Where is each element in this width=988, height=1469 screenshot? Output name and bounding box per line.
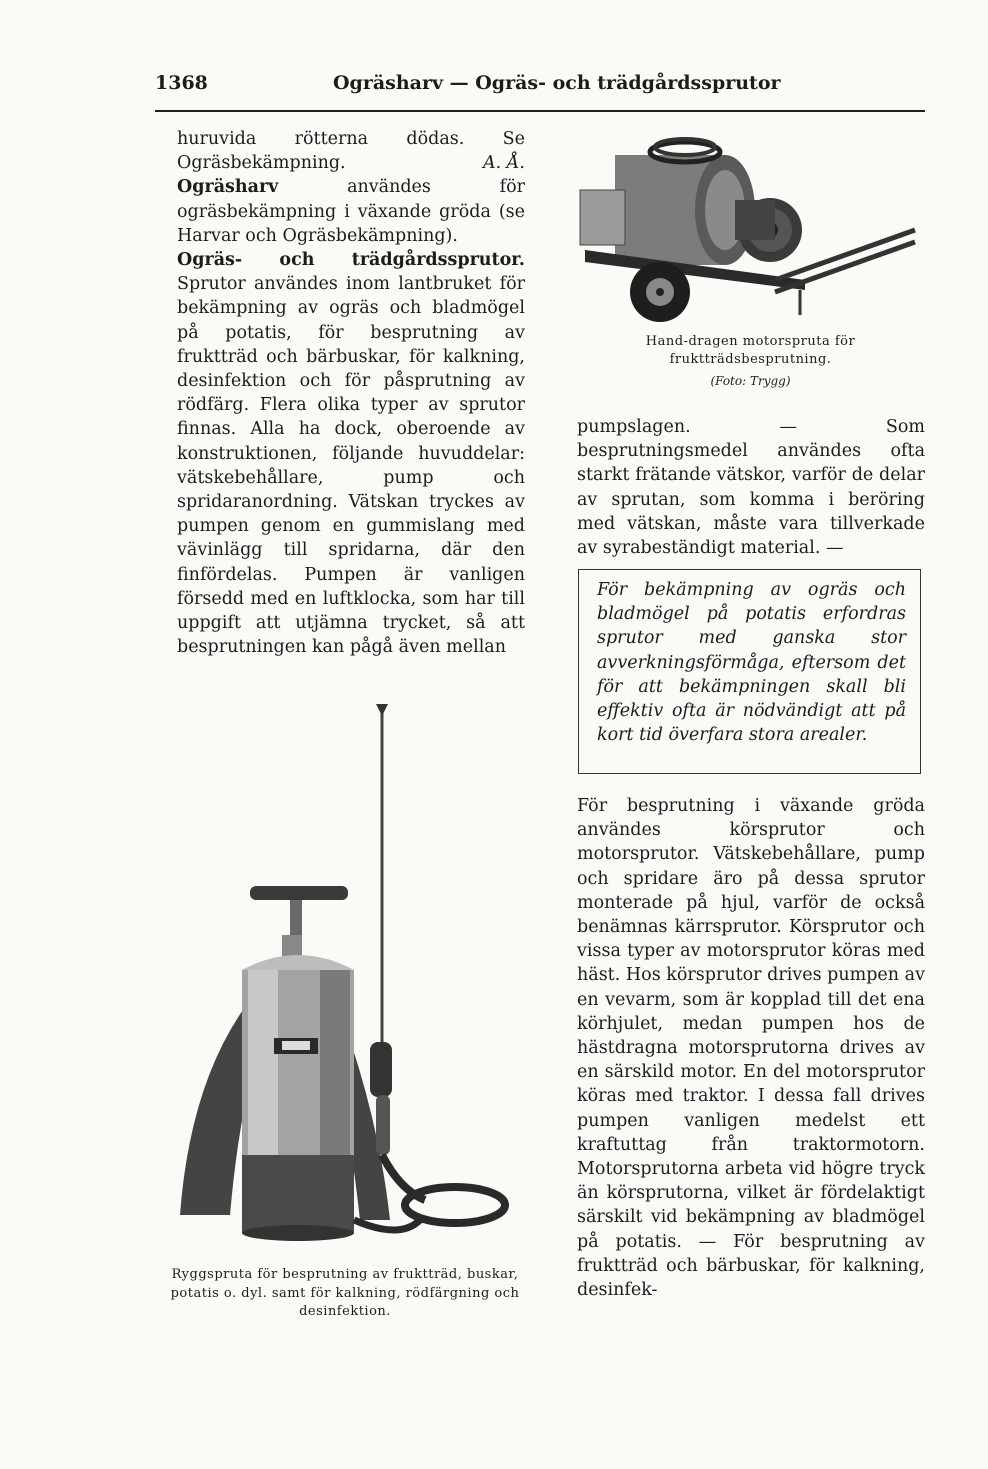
paragraph bbox=[177, 248, 525, 659]
paragraph-text: användes för ogräsbekämpning i växande gröda (se Harvar och Ogräsbekämpning). bbox=[177, 177, 525, 246]
motor-sprayer-photo bbox=[575, 130, 925, 330]
figure-caption: Ryggspruta för besprutning av fruktträd, buskar, potatis o. dyl. samt för kalkning, rödfärgning och desinfektion. bbox=[170, 1267, 520, 1319]
paragraph: pumpslagen. — Som besprutningsmedel användes ofta starkt frätande vätskor, varför de delar av sprutan, som komma i beröring med vätskan, måste vara tillverkade av syrabeständigt material. — bbox=[577, 417, 925, 559]
paragraph bbox=[177, 175, 525, 248]
right-column-bottom bbox=[577, 794, 925, 1302]
figure-caption: Hand-dragen motorspruta för fruktträdsbesprutning. bbox=[645, 334, 856, 367]
left-column bbox=[177, 127, 525, 659]
photo-credit: (Foto: Trygg) bbox=[710, 374, 791, 388]
paragraph bbox=[177, 127, 525, 175]
paragraph: För besprutning i växande gröda användes körsprutor och motorsprutor. Vätskebehållare, pump och spridare äro på dessa sprutor monterade på hjul, varför de också benämnas kärrsprutor. Körsprutor och vissa typer av motorsprutor köras med häst. Hos körsprutor drives pumpen av en vevarm, som är kopplad till det ena körhjulet, medan pumpen hos de hästdragna motorsprutorna drives av en särskild motor. En del motorsprutor köras med traktor. I dessa fall drives pumpen vanligen medelst ett kraftuttag från traktormotorn. Motorsprutorna arbeta vid högre tryck än körsprutorna, vilket är fördelaktigt särskilt vid bekämpning av bladmögel på potatis. — För besprutning av fruktträd och bärbuskar, för kalkning, desinfek- bbox=[577, 796, 925, 1301]
paragraph-text: huruvida rötterna dödas. Se Ogräsbekämpning. bbox=[177, 129, 525, 174]
right-column-top bbox=[577, 415, 925, 560]
note-box bbox=[578, 569, 921, 774]
note-text: För bekämpning av ogräs och bladmögel på potatis erfordras sprutor med ganska stor avverkningsförmåga, eftersom det för att bekämpningen skall bli effektiv ofta är nödvändigt att på kort tid överfara stora arealer. bbox=[597, 580, 906, 746]
backpack-sprayer-photo bbox=[170, 700, 520, 1260]
entry-term: Ogräs- och trädgårdssprutor. bbox=[177, 250, 525, 271]
header-rule bbox=[155, 110, 925, 112]
author-signature: A. Å. bbox=[483, 153, 525, 174]
page-header bbox=[155, 72, 925, 102]
page-number: 1368 bbox=[155, 72, 208, 94]
entry-term: Ogräsharv bbox=[177, 177, 279, 198]
running-head: Ogräsharv — Ogräs- och trädgårdssprutor bbox=[333, 72, 781, 94]
paragraph-text: Sprutor användes inom lantbruket för bekämpning av ogräs och bladmögel på potatis, för besprutning av fruktträd och bärbuskar, för kalkning, desinfektion och för påsprutning av rödfärg. Flera olika typer av sprutor finnas. Alla ha dock, oberoende av konstruktionen, följande huvuddelar: vätskebehållare, pump och spridaranordning. Vätskan tryckes av pumpen genom en gummislang med vävinlägg till spridarna, där den finfördelas. Pumpen är vanligen försedd med en luftklocka, som har till uppgift att utjämna trycket, så att besprutningen kan pågå även mellan bbox=[177, 274, 525, 658]
